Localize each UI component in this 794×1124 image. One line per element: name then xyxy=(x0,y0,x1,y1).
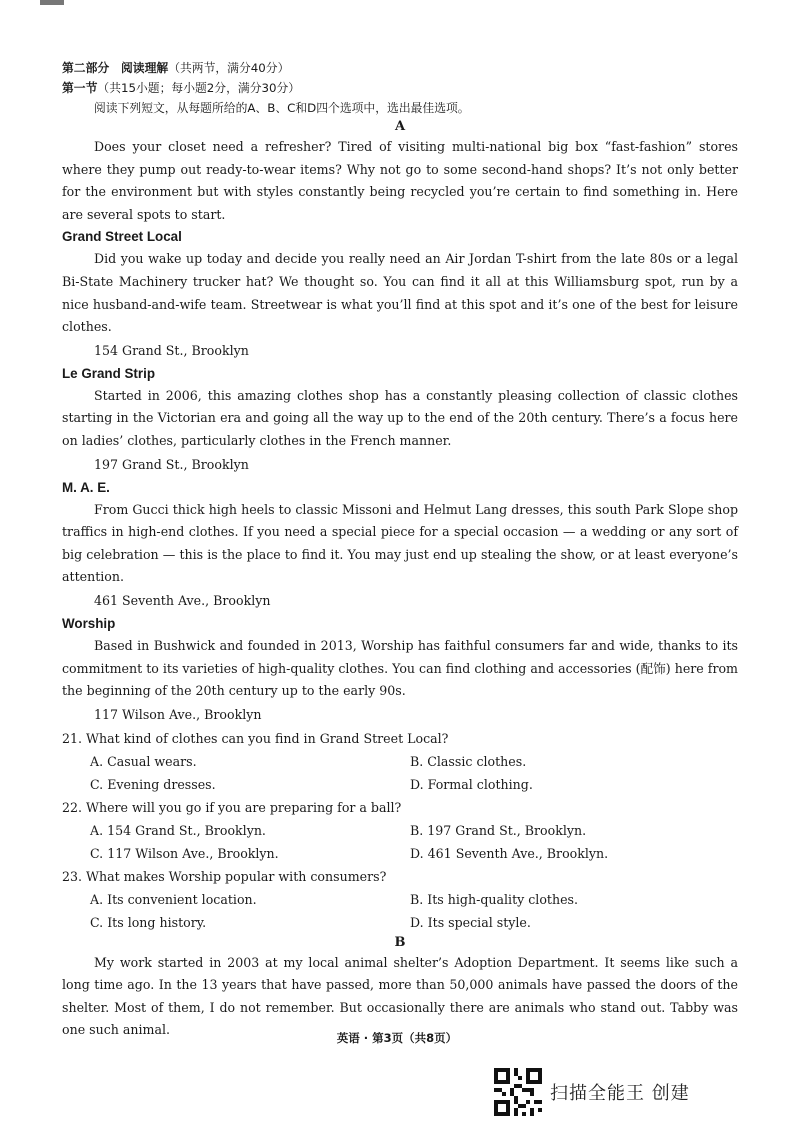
question-stem: 22. Where will you go if you are preparing for a ball? xyxy=(62,799,402,815)
question-options xyxy=(62,888,738,934)
passage-b-text: My work started in 2003 at my local animal shelter’s Adoption Department. It seems like such a long time ago. In the 13 years that have passed, more than 50,000 animals have passed the doors of the shelter. Most of them, I do not remember. But occasionally there are animals who stand out. Tabby was one such animal. xyxy=(62,954,738,1038)
exam-page xyxy=(62,58,738,1042)
passage-a-intro: Does your closet need a refresher? Tired of visiting multi-national big box “fast-fashion” stores where they pump out ready-to-wear items? Why not go to some second-hand shops? It’s not only better for the environment but with styles constantly being recycled you’re certain to find something in. Here are several spots to start. xyxy=(62,139,738,222)
scanner-text: 扫描全能王 创建 xyxy=(550,1083,690,1104)
shop-description: From Gucci thick high heels to classic Missoni and Helmut Lang dresses, this south Park Slope shop traffics in high-end clothes. If you need a special piece for a special occasion — a wedding or any sort of big celebration — this is the place to find it. You may just end up stealing the show, or at least everyone’s attention. xyxy=(62,501,738,585)
section-header xyxy=(62,78,738,98)
shop-name: Grand Street Local xyxy=(62,229,182,245)
shop-name: Worship xyxy=(62,615,116,631)
option-c: C. Its long history. xyxy=(90,914,207,930)
shop-address: 154 Grand St., Brooklyn xyxy=(94,342,249,358)
option-a: A. Casual wears. xyxy=(90,753,197,769)
qr-code-icon xyxy=(494,1068,542,1116)
part-header xyxy=(62,58,738,78)
section-note: （共15小题；每小题2分，满分30分） xyxy=(97,81,301,95)
option-c: C. Evening dresses. xyxy=(90,776,216,792)
question-stem: 21. What kind of clothes can you find in Grand Street Local? xyxy=(62,730,449,746)
question-22 xyxy=(62,796,738,865)
option-d: D. Formal clothing. xyxy=(410,776,533,792)
passage-b-letter: B xyxy=(394,934,406,950)
option-c: C. 117 Wilson Ave., Brooklyn. xyxy=(90,845,279,861)
option-b: B. Its high-quality clothes. xyxy=(410,891,578,907)
shop-address: 197 Grand St., Brooklyn xyxy=(94,456,249,472)
option-d: D. 461 Seventh Ave., Brooklyn. xyxy=(410,845,609,861)
shop-description: Based in Bushwick and founded in 2013, Worship has faithful consumers far and wide, thanks to its commitment to its varieties of high-quality clothes. You can find clothing and accessories (配饰) here from the beginning of the 20th century up to the early 90s. xyxy=(62,637,738,699)
section-title: 第一节 xyxy=(62,81,98,95)
shop-description: Started in 2006, this amazing clothes shop has a constantly pleasing collection of classic clothes starting in the Victorian era and going all the way up to the end of the 20th century. There’s a focus here on ladies’ clothes, particularly clothes in the French manner. xyxy=(62,387,738,448)
top-edge-mark xyxy=(40,0,64,5)
option-a: A. Its convenient location. xyxy=(90,891,257,907)
shop-grand-street-local xyxy=(62,226,738,362)
question-options xyxy=(62,819,738,865)
question-21 xyxy=(62,727,738,796)
shop-le-grand-strip xyxy=(62,363,738,477)
part-title: 第二部分 阅读理解 xyxy=(62,61,169,75)
shop-name: Le Grand Strip xyxy=(62,365,156,381)
shop-name: M. A. E. xyxy=(62,479,110,495)
option-d: D. Its special style. xyxy=(410,914,531,930)
instruction: 阅读下列短文，从每题所给的A、B、C和D四个选项中，选出最佳选项。 xyxy=(94,101,470,115)
scanner-watermark xyxy=(494,1068,690,1116)
shop-mae xyxy=(62,477,738,613)
shop-address: 117 Wilson Ave., Brooklyn xyxy=(94,706,262,722)
option-b: B. 197 Grand St., Brooklyn. xyxy=(410,822,587,838)
shop-worship xyxy=(62,613,738,727)
shop-address: 461 Seventh Ave., Brooklyn xyxy=(94,592,271,608)
passage-a-letter: A xyxy=(394,119,406,134)
question-stem: 23. What makes Worship popular with consumers? xyxy=(62,868,387,884)
shop-description: Did you wake up today and decide you really need an Air Jordan T-shirt from the late 80s or a legal Bi-State Machinery trucker hat? We thought so. You can find it all at this Williamsburg spot, run by a nice husband-and-wife team. Streetwear is what you’ll find at this spot and it’s one of the best for leisure clothes. xyxy=(62,251,738,335)
page-footer: 英语 · 第3页（共8页） xyxy=(336,1031,458,1045)
question-options xyxy=(62,750,738,796)
part-note: （共两节，满分40分） xyxy=(168,61,290,75)
option-a: A. 154 Grand St., Brooklyn. xyxy=(90,822,266,838)
option-b: B. Classic clothes. xyxy=(410,753,527,769)
question-23 xyxy=(62,865,738,934)
